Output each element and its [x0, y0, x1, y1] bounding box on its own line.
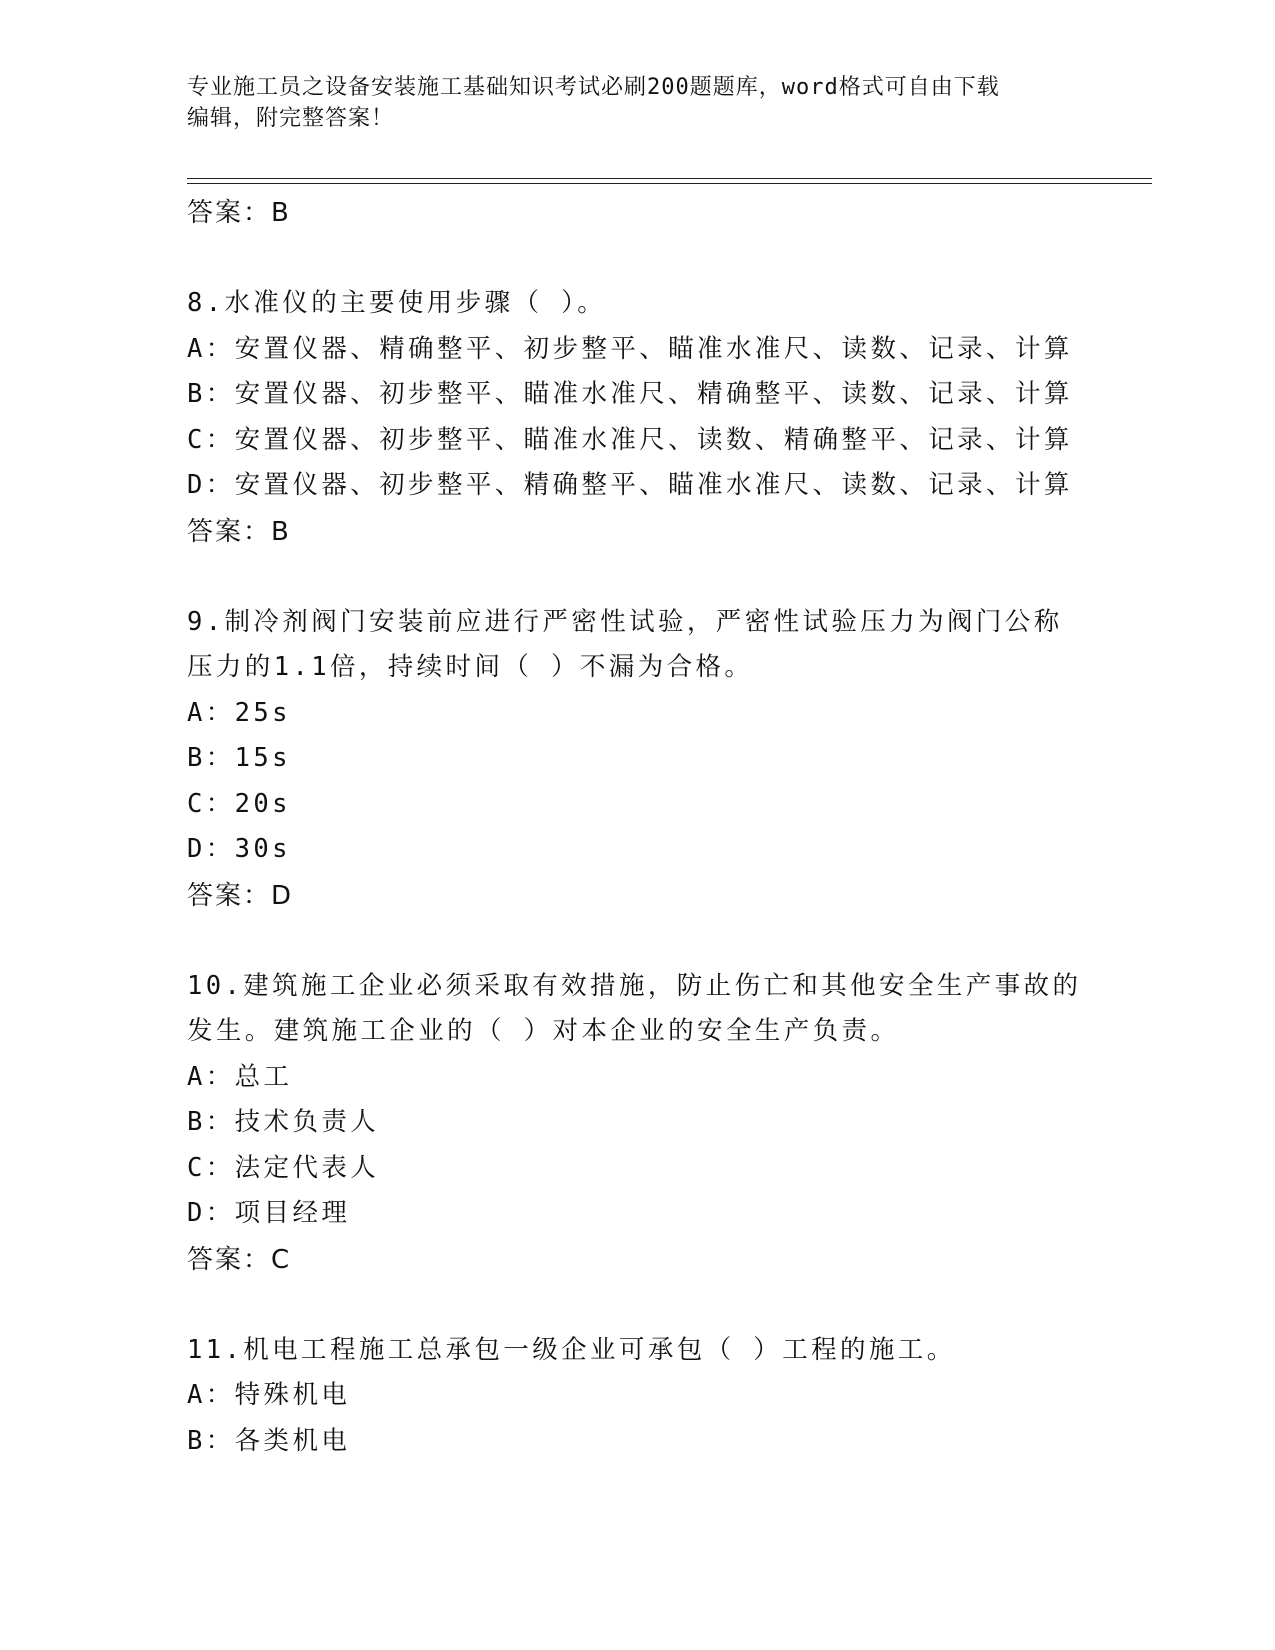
- question-stem: 10.建筑施工企业必须采取有效措施，防止伤亡和其他安全生产事故的发生。建筑施工企业的（ ）对本企业的安全生产负责。: [187, 970, 1082, 1046]
- header-divider-bottom: [187, 183, 1152, 184]
- question-content: [187, 190, 1087, 1464]
- question-block: [187, 281, 1087, 555]
- document-header: [187, 72, 1087, 134]
- option-b: B：15s: [187, 743, 291, 773]
- option-b: B：各类机电: [187, 1425, 351, 1456]
- question-block: [187, 600, 1087, 919]
- option-c: C：法定代表人: [187, 1152, 380, 1183]
- option-a: A：特殊机电: [187, 1380, 351, 1410]
- question-block: [187, 964, 1087, 1283]
- option-b: B：技术负责人: [187, 1107, 380, 1137]
- option-a: A：25s: [187, 697, 291, 728]
- header-line-2: 编辑，附完整答案！: [187, 106, 395, 131]
- option-b: B：安置仪器、初步整平、瞄准水准尺、精确整平、读数、记录、计算: [187, 379, 1073, 409]
- option-a: A：安置仪器、精确整平、初步整平、瞄准水准尺、读数、记录、计算: [187, 333, 1073, 364]
- header-line-1: 专业施工员之设备安装施工基础知识考试必刷200题题库，word格式可自由下载: [187, 75, 1000, 100]
- option-c: C：20s: [187, 788, 291, 819]
- header-divider-top: [187, 178, 1152, 179]
- option-c: C：安置仪器、初步整平、瞄准水准尺、读数、精确整平、记录、计算: [187, 424, 1073, 455]
- answer-label: 答案：B: [187, 198, 291, 228]
- question-stem: 9.制冷剂阀门安装前应进行严密性试验，严密性试验压力为阀门公称压力的1.1倍，持续时间（ ）不漏为合格。: [187, 606, 1063, 682]
- answer-label: 答案：C: [187, 1244, 292, 1275]
- option-d: D：30s: [187, 834, 291, 864]
- option-d: D：安置仪器、初步整平、精确整平、瞄准水准尺、读数、记录、计算: [187, 470, 1073, 500]
- option-a: A：总工: [187, 1061, 293, 1092]
- option-d: D：项目经理: [187, 1198, 351, 1228]
- question-block: [187, 1328, 1087, 1465]
- answer-label: 答案：D: [187, 880, 294, 911]
- question-stem: 8.水准仪的主要使用步骤（ ）。: [187, 288, 607, 318]
- question-stem: 11.机电工程施工总承包一级企业可承包（ ）工程的施工。: [187, 1334, 956, 1365]
- answer-label: 答案：B: [187, 516, 291, 547]
